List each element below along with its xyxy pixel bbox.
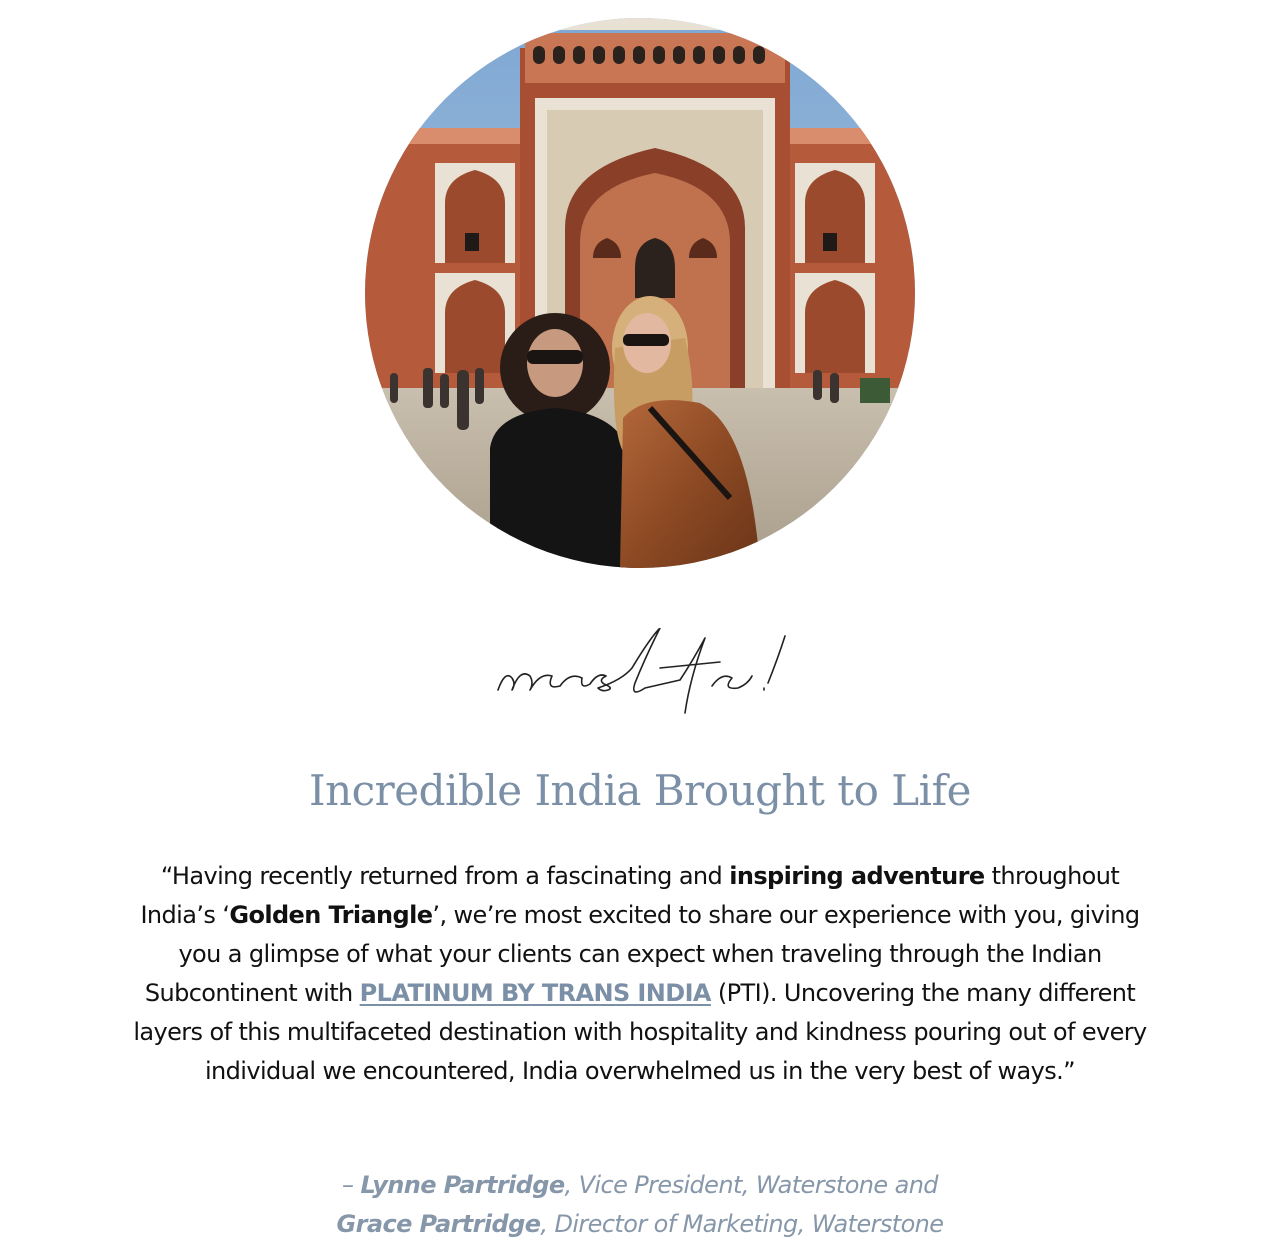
testimonial-quote [130,857,1150,1091]
attribution-title-lynne: , Vice President, Waterstone and [564,1171,938,1199]
attribution-name-lynne: Lynne Partridge [360,1171,565,1199]
quote-text: ’, we’re most excited to share our experience with you, giving you a glimpse of what your clients can expect when traveling through the Indian Subcontinent with [144,901,1140,1007]
quote-text: (PTI). Uncovering the many different layers of this multifaceted destination with hospitality and kindness pouring out of every individual we encountered, India overwhelmed us in the very best of ways.” [133,979,1147,1085]
quote-text: “Having recently returned from a fascinating and [160,862,730,890]
quote-emphasis-golden-triangle: Golden Triangle [229,901,433,929]
testimonial-attribution [0,1166,1280,1244]
quote-emphasis-inspiring-adventure: inspiring adventure [729,862,985,890]
attribution-name-grace: Grace Partridge [336,1210,541,1238]
page-title: Incredible India Brought to Life [309,766,971,815]
namaste-script-lettering [0,628,1280,718]
attribution-dash: – [342,1171,361,1199]
platinum-by-trans-india-link[interactable]: PLATINUM BY TRANS INDIA [359,979,711,1007]
taj-gate-photo-illustration [365,18,915,568]
attribution-title-grace: , Director of Marketing, Waterstone [540,1210,944,1238]
quote-text: throughout India’s ‘ [140,862,1120,929]
hero-photo [365,18,915,568]
script-heading-namaste [0,628,1280,718]
